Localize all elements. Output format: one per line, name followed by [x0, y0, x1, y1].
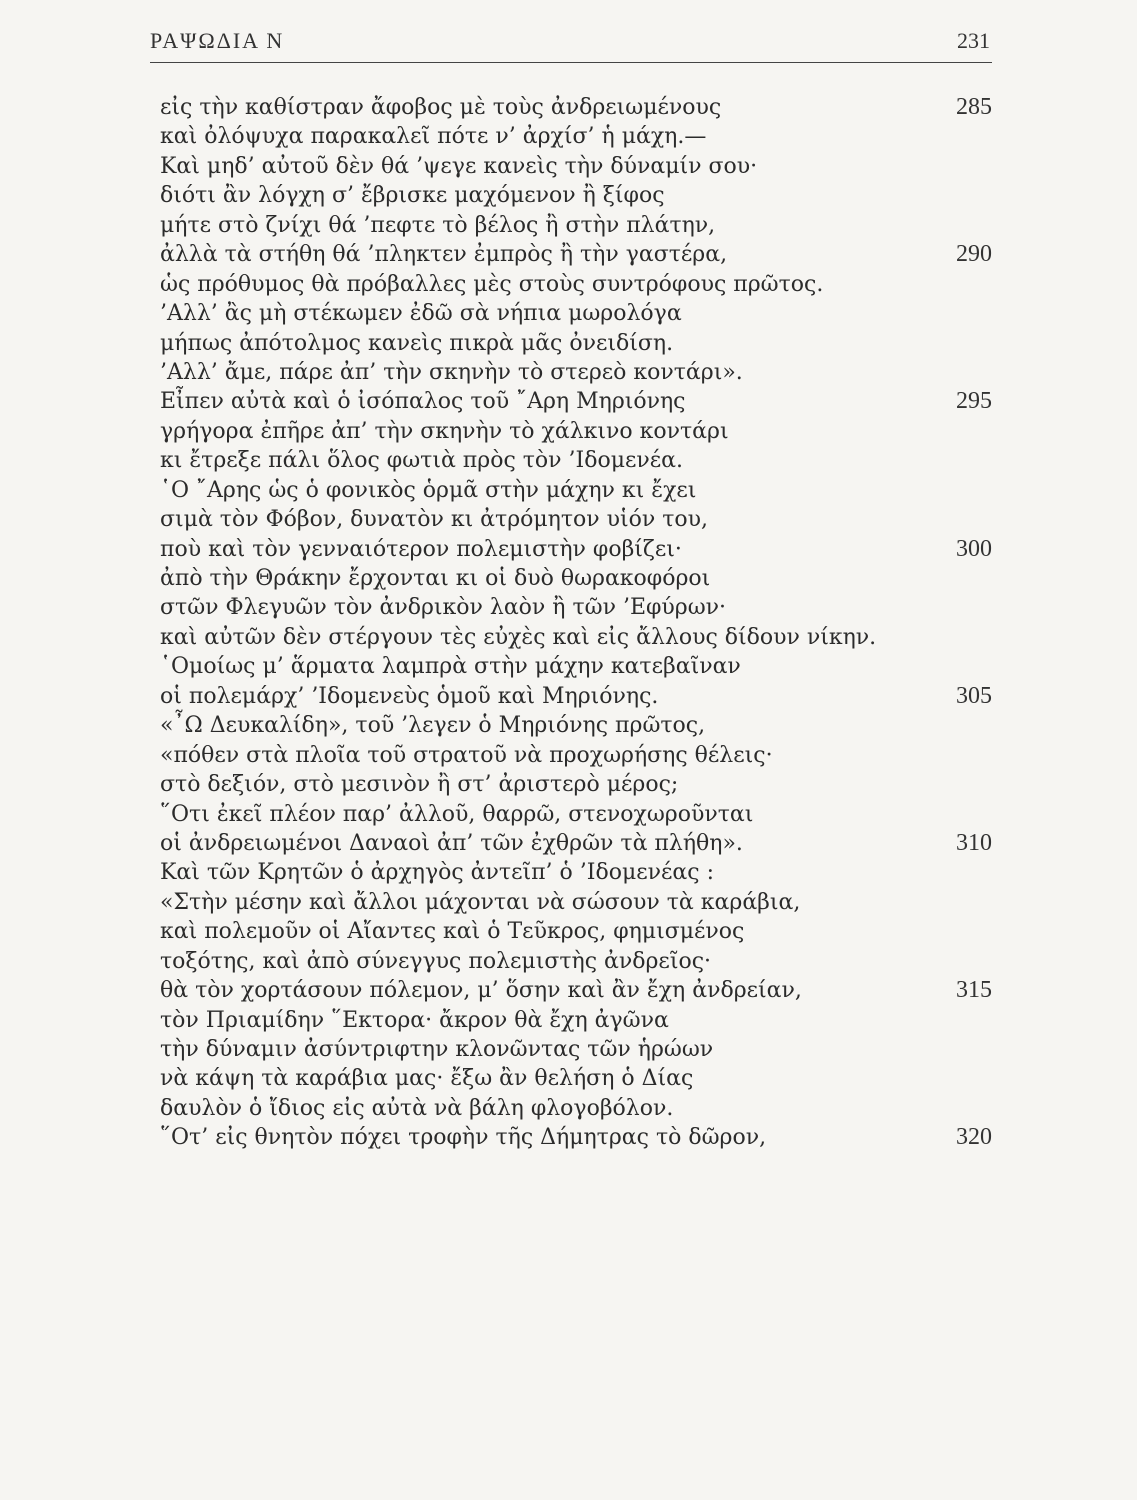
- verse-line: [160, 1094, 1010, 1123]
- verse-line: [160, 564, 1010, 593]
- verse-line: [160, 476, 1010, 505]
- verse-line: [160, 211, 1010, 240]
- verse-line: [160, 858, 1010, 887]
- verse-text: ῞Οτ’ εἰς θνητὸν πόχει τροφὴν τῆς Δήμητρας τὸ δῶρον,: [160, 1125, 767, 1151]
- verse-line-number: 305: [956, 682, 992, 709]
- verse-text: ῾Ο ῎Αρης ὡς ὁ φονικὸς ὁρμᾶ στὴν μάχην κι ἔχει: [160, 477, 697, 503]
- verse-line: [160, 682, 1010, 711]
- verse-text: ὡς πρόθυμος θὰ πρόβαλλες μὲς στοὺς συντρόφους πρῶτος.: [160, 271, 824, 297]
- verse-text: ’Αλλ’ ἄμε, πάρε ἀπ’ τὴν σκηνὴν τὸ στερεὸ κοντάρι».: [160, 359, 743, 385]
- verse-line-number: 285: [956, 94, 992, 120]
- verse-line: [160, 1006, 1010, 1035]
- verse-line: [160, 181, 1010, 210]
- verse-line-number: 310: [956, 829, 992, 856]
- verse-text: καὶ ὀλόψυχα παρακαλεῖ πότε ν’ ἀρχίσ’ ἡ μάχη.—: [160, 124, 707, 150]
- verse-text: μήτε στὸ ζνίχι θά ’πεφτε τὸ βέλος ἢ στὴν πλάτην,: [160, 212, 716, 238]
- verse-line: [160, 652, 1010, 681]
- verse-line: [160, 299, 1010, 328]
- verse-text: ῾Ομοίως μ’ ἅρματα λαμπρὰ στὴν μάχην κατεβαῖναν: [160, 654, 741, 680]
- verse-text: σιμὰ τὸν Φόβον, δυνατὸν κι ἀτρόμητον υἱόν του,: [160, 507, 709, 533]
- verse-line: [160, 446, 1010, 475]
- verse-line: [160, 829, 1010, 858]
- verse-line: [160, 800, 1010, 829]
- verse-text: ποὺ καὶ τὸν γενναιότερον πολεμιστὴν φοβίζει·: [160, 536, 682, 562]
- verse-line: [160, 711, 1010, 740]
- verse-text: καὶ πολεμοῦν οἱ Αἴαντες καὶ ὁ Τεῦκρος, φημισμένος: [160, 919, 745, 945]
- verse-text: διότι ἂν λόγχη σ’ ἔβρισκε μαχόμενον ἢ ξίφος: [160, 183, 665, 209]
- verse-text: δαυλὸν ὁ ἴδιος εἰς αὐτὰ νὰ βάλη φλογοβόλον.: [160, 1095, 674, 1121]
- verse-line: [160, 93, 1010, 122]
- verse-line: [160, 888, 1010, 917]
- verse-line: [160, 417, 1010, 446]
- verse-text: «Στὴν μέσην καὶ ἄλλοι μάχονται νὰ σώσουν τὰ καράβια,: [160, 889, 801, 915]
- verse-text: οἱ πολεμάρχ’ ’Ιδομενεὺς ὁμοῦ καὶ Μηριόνης.: [160, 683, 659, 709]
- verse-text: καὶ αὐτῶν δὲν στέργουν τὲς εὐχὲς καὶ εἰς ἄλλους δίδουν νίκην.: [160, 624, 877, 650]
- verse-line: [160, 240, 1010, 269]
- verse-text: ’Αλλ’ ἂς μὴ στέκωμεν ἐδῶ σὰ νήπια μωρολόγα: [160, 301, 682, 327]
- verse-text: «πόθεν στὰ πλοῖα τοῦ στρατοῦ νὰ προχωρήσης θέλεις·: [160, 742, 773, 768]
- verse-line-number: 315: [956, 977, 992, 1004]
- verse-line: [160, 387, 1010, 416]
- verse-text: στῶν Φλεγυῶν τὸν ἀνδρικὸν λαὸν ἢ τῶν ’Εφύρων·: [160, 595, 727, 621]
- running-header: [150, 28, 990, 62]
- verse-block: [160, 93, 1010, 1153]
- verse-line: [160, 770, 1010, 799]
- verse-line: [160, 593, 1010, 622]
- verse-text: τοξότης, καὶ ἀπὸ σύνεγγυς πολεμιστὴς ἀνδρεῖος·: [160, 948, 712, 974]
- page-number: 231: [957, 28, 990, 53]
- verse-line-number: 320: [956, 1124, 992, 1151]
- verse-text: θὰ τὸν χορτάσουν πόλεμον, μ’ ὅσην καὶ ἂν ἔχη ἀνδρείαν,: [160, 978, 802, 1004]
- verse-line: [160, 623, 1010, 652]
- verse-text: ῞Οτι ἐκεῖ πλέον παρ’ ἀλλοῦ, θαρρῶ, στενοχωροῦνται: [160, 801, 754, 827]
- verse-line: [160, 152, 1010, 181]
- verse-text: ἀλλὰ τὰ στήθη θά ’πληκτεν ἐμπρὸς ἢ τὴν γαστέρα,: [160, 242, 728, 268]
- verse-line: [160, 505, 1010, 534]
- verse-line: [160, 358, 1010, 387]
- verse-text: εἰς τὴν καθίστραν ἄφοβος μὲ τοὺς ἀνδρειωμένους: [160, 95, 722, 120]
- verse-line: [160, 329, 1010, 358]
- verse-text: μήπως ἀπότολμος κανεὶς πικρὰ μᾶς ὀνειδίση.: [160, 330, 674, 356]
- verse-text: κι ἔτρεξε πάλι ὅλος φωτιὰ πρὸς τὸν ’Ιδομενέα.: [160, 448, 684, 474]
- verse-line: [160, 1064, 1010, 1093]
- verse-text: οἱ ἀνδρειωμένοι Δαναοὶ ἀπ’ τῶν ἐχθρῶν τὰ πλήθη».: [160, 830, 743, 856]
- verse-line: [160, 947, 1010, 976]
- verse-text: γρήγορα ἐπῆρε ἀπ’ τὴν σκηνὴν τὸ χάλκινο κοντάρι: [160, 418, 729, 444]
- verse-line: [160, 1035, 1010, 1064]
- verse-text: στὸ δεξιόν, στὸ μεσινὸν ἢ στ’ ἀριστερὸ μέρος;: [160, 772, 679, 798]
- verse-text: Καὶ τῶν Κρητῶν ὁ ἀρχηγὸς ἀντεῖπ’ ὁ ’Ιδομενέας :: [160, 860, 714, 886]
- verse-line-number: 300: [956, 535, 992, 562]
- verse-text: τὸν Πριαμίδην ῞Εκτορα· ἄκρον θὰ ἔχη ἀγῶνα: [160, 1007, 669, 1033]
- chapter-title: ΡΑΨΩΔΙΑ Ν: [150, 28, 285, 53]
- verse-line: [160, 122, 1010, 151]
- verse-line: [160, 270, 1010, 299]
- verse-text: «῏Ω Δευκαλίδη», τοῦ ’λεγεν ὁ Μηριόνης πρῶτος,: [160, 713, 706, 739]
- verse-line: [160, 976, 1010, 1005]
- header-rule: [150, 62, 992, 63]
- verse-line-number: 295: [956, 388, 992, 415]
- verse-line-number: 290: [956, 241, 992, 268]
- verse-text: νὰ κάψη τὰ καράβια μας· ἔξω ἂν θελήση ὁ Δίας: [160, 1066, 694, 1092]
- verse-line: [160, 741, 1010, 770]
- verse-line: [160, 1123, 1010, 1152]
- verse-line: [160, 535, 1010, 564]
- verse-text: Καὶ μηδ’ αὐτοῦ δὲν θά ’ψεγε κανεὶς τὴν δύναμίν σου·: [160, 153, 758, 179]
- verse-text: τὴν δύναμιν ἀσύντριφτην κλονῶντας τῶν ἡρώων: [160, 1037, 714, 1062]
- verse-text: Εἶπεν αὐτὰ καὶ ὁ ἰσόπαλος τοῦ ῎Αρη Μηριόνης: [160, 389, 686, 415]
- verse-text: ἀπὸ τὴν Θράκην ἔρχονται κι οἱ δυὸ θωρακοφόροι: [160, 566, 711, 591]
- verse-line: [160, 917, 1010, 946]
